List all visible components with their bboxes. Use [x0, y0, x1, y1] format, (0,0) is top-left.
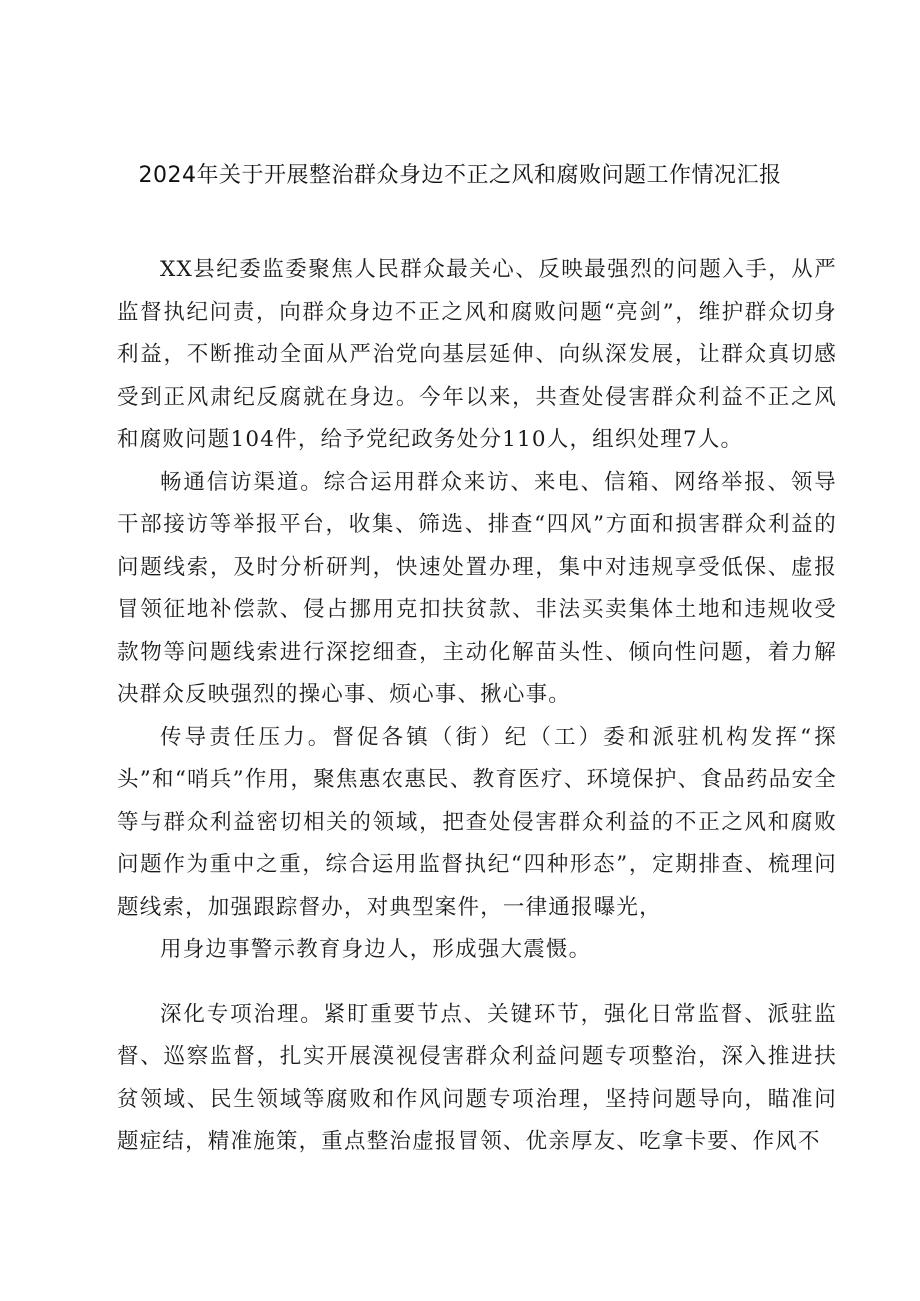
paragraph-responsibility: 传导责任压力。督促各镇（街）纪（工）委和派驻机构发挥“探头”和“哨兵”作用，聚焦惠农惠民、教育医疗、环境保护、食品药品安全等与群众利益密切相关的领域，把查处侵害群众利益的不正之风和腐败问题作为重中之重，综合运用监督执纪“四种形态”，定期排查、梳理问题线索，加强跟踪督办，对典型案件，一律通报曝光， [117, 724, 837, 920]
document-title: 2024年关于开展整治群众身边不正之风和腐败问题工作情况汇报 [138, 163, 782, 188]
paragraph-warning-education: 用身边事警示教育身边人，形成强大震慑。 [160, 937, 592, 962]
document-body [117, 249, 837, 1164]
paragraph-special-governance: 深化专项治理。紧盯重要节点、关键环节，强化日常监督、派驻监督、巡察监督，扎实开展漠视侵害群众利益问题专项整治，深入推进扶贫领域、民生领域等腐败和作风问题专项治理，坚持问题导向，瞄准问题症结，精准施策，重点整治虚报冒领、优亲厚友、吃拿卡要、作风不 [117, 1001, 837, 1154]
paragraph-intro: XX县纪委监委聚焦人民群众最关心、反映最强烈的问题入手，从严监督执纪问责，向群众身边不正之风和腐败问题“亮剑”，维护群众切身利益，不断推动全面从严治党向基层延伸、向纵深发展，让群众真切感受到正风肃纪反腐就在身边。今年以来，共查处侵害群众利益不正之风和腐败问题104件，给予党纪政务处分110人，组织处理7人。 [117, 257, 837, 452]
paragraph-petition-channels: 畅通信访渠道。综合运用群众来访、来电、信箱、网络举报、领导干部接访等举报平台，收集、筛选、排查“四风”方面和损害群众利益的问题线索，及时分析研判，快速处置办理，集中对违规享受低保、虚报冒领征地补偿款、侵占挪用克扣扶贫款、非法买卖集体土地和违规收受款物等问题线索进行深挖细查，主动化解苗头性、倾向性问题，着力解决群众反映强烈的操心事、烦心事、揪心事。 [117, 469, 837, 707]
